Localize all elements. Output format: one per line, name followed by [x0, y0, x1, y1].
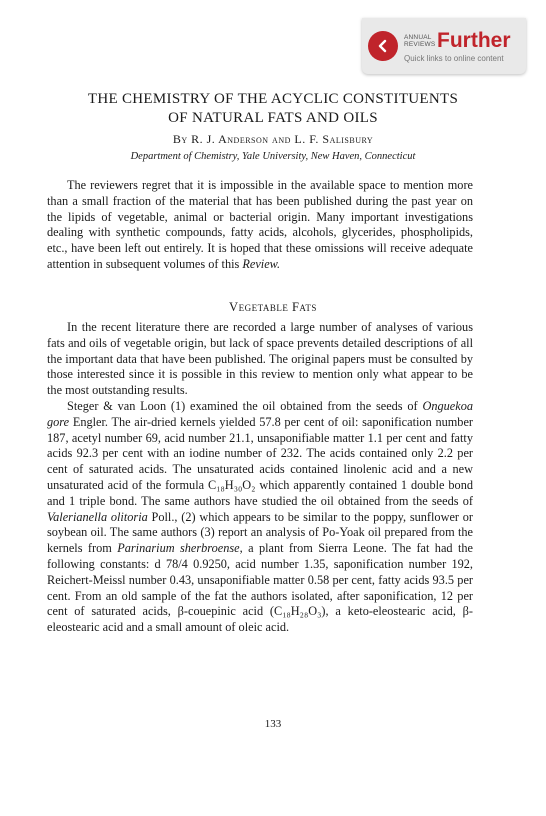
section-heading-vegetable-fats: Vegetable Fats	[229, 300, 317, 314]
article-affiliation: Department of Chemistry, Yale University, New Haven, Connecticut	[130, 151, 416, 162]
further-tagline: Quick links to online content	[404, 53, 504, 63]
chevron-left-icon	[368, 31, 398, 61]
chemical-formula: (C₁₈H₂₈O₃),	[269, 604, 329, 619]
text-run: which apparently contained 1 double bond and 1 triple bond. The same authors have studied the oil obtained from the seeds of	[47, 477, 473, 508]
review-italic: Review.	[242, 256, 281, 271]
further-banner-text	[404, 30, 511, 63]
page-number: 133	[264, 718, 282, 730]
paragraph-steger	[47, 399, 473, 636]
intro-paragraph	[47, 178, 473, 273]
article-title-line-1: THE CHEMISTRY OF THE ACYCLIC CONSTITUENTS	[87, 91, 459, 107]
chemical-formula: C₁₈H₃₀O₂	[208, 477, 256, 492]
species-name: Onguekoa gore	[47, 398, 474, 429]
text-run: a keto-eleostearic acid, β-eleostearic acid and a small amount of oleic acid.	[47, 604, 474, 635]
article-title-line-2: OF NATURAL FATS AND OILS	[168, 110, 378, 126]
species-name: Valerianella olitoria	[47, 509, 148, 524]
vegetable-fats-section	[47, 320, 473, 636]
annual-reviews-logo: ANNUAL REVIEWS	[404, 33, 436, 48]
intro-section	[47, 178, 473, 273]
text-run: a plant from Sierra Leone. The fat had the following constants: d 78/4 0.9250, acid number 1.35, saponification number 192, Reichert-Meissl number 0.43, unsaponifiable matter 0.58 per cent, fatty acids 93.5 per cent. From an old sample of the fat the authors isolated, after saponification, 12 per cent of saturated acids, β-couepinic acid	[47, 541, 473, 619]
text-run: Poll., (2) which appears to be similar to the poppy, sunflower or soybean oil. The same authors (3) report an analysis of Po-Yoak oil prepared from the kernels from	[47, 509, 473, 556]
text-run: Engler. The air-dried kernels yielded 57.8 per cent of oil: saponification number 187, acetyl number 69, acid number 21.1, unsaponifiable matter 1.1 per cent and fatty acids 92.3 per cent with an iodine number of 232. The acids contained only 2.2 per cent of saturated acids. The unsaturated acids contained linolenic acid and a new unsaturated acid of the formula	[47, 414, 474, 492]
species-name: Parinarium sherbroense,	[117, 541, 243, 556]
further-wordmark: Further	[437, 28, 511, 52]
intro-text: The reviewers regret that it is impossible in the available space to mention more than a small fraction of the material that has been published during the past year on the lipids of vegetable, animal or bacterial origin. Many important investigations dealing with synthetic compounds, fatty acids, alcohols, glycerides, phospholipids, etc., have been left out entirely. It is hoped that these omissions will receive adequate attention in subsequent volumes of this	[47, 178, 473, 271]
further-banner-link[interactable]	[362, 18, 526, 74]
text-run: Steger & van Loon (1) examined the oil obtained from the seeds of	[67, 398, 418, 413]
article-authors: By R. J. Anderson and L. F. Salisbury	[172, 132, 374, 146]
paragraph-literature: In the recent literature there are recorded a large number of analyses of various fats and oils of vegetable origin, but lack of space prevents detailed descriptions of all the important data that have been published. The original papers must be consulted by those interested since it is possible in this review to mention only what appear to be the most outstanding results.	[47, 320, 473, 398]
